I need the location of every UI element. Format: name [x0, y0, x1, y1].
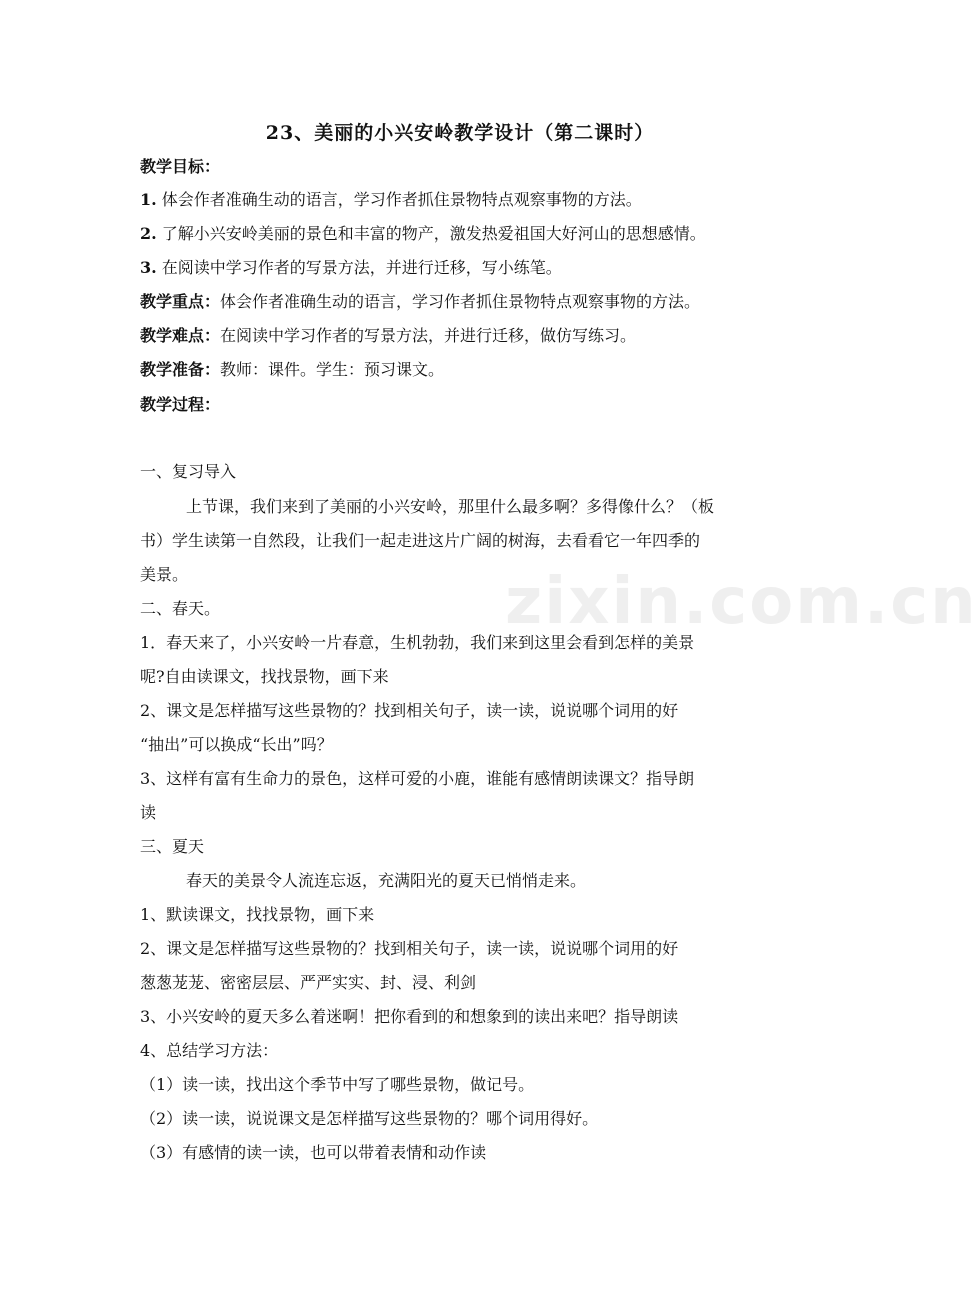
paragraph-line: 4、总结学习方法： [140, 1041, 279, 1060]
difficulty [140, 325, 636, 347]
paragraph-line: 美景。 [140, 565, 189, 584]
section-heading-summer: 三、夏天 [140, 837, 205, 856]
key-point [140, 291, 700, 313]
paragraph-line: 3、这样有富有生命力的景色，这样可爱的小鹿，谁能有感情朗读课文？指导朗 [140, 769, 695, 788]
watermark: zixin.com.cn [505, 565, 978, 639]
method-item: （3）有感情的读一读，也可以带着表情和动作读 [140, 1143, 487, 1162]
document-title: 23、美丽的小兴安岭教学设计（第二课时） [265, 122, 655, 144]
paragraph-line: 1．春天来了，小兴安岭一片春意，生机勃勃，我们来到这里会看到怎样的美景 [140, 633, 695, 652]
paragraph-line: 春天的美景令人流连忘返，充满阳光的夏天已悄悄走来。 [186, 871, 587, 890]
objective-number: 1. [140, 190, 157, 209]
key-point-label: 教学重点： [140, 292, 221, 311]
section-heading-review: 一、复习导入 [140, 462, 237, 481]
objective-item-2 [140, 223, 706, 245]
paragraph-line: 书）学生读第一自然段，让我们一起走进这片广阔的树海，去看看它一年四季的 [140, 531, 701, 550]
process-heading: 教学过程： [140, 395, 221, 414]
objective-text: 了解小兴安岭美丽的景色和丰富的物产，激发热爱祖国大好河山的思想感情。 [156, 224, 706, 243]
preparation [140, 359, 444, 381]
objective-item-1 [140, 189, 642, 211]
paragraph-line: 2、课文是怎样描写这些景物的？找到相关句子，读一读，说说哪个词用的好 [140, 939, 679, 958]
objective-number: 2. [140, 224, 157, 243]
paragraph-line: 3、小兴安岭的夏天多么着迷啊！把你看到的和想象到的读出来吧？指导朗读 [140, 1007, 679, 1026]
preparation-label: 教学准备： [140, 360, 221, 379]
difficulty-label: 教学难点： [140, 326, 221, 345]
paragraph-line: 2、课文是怎样描写这些景物的？找到相关句子，读一读，说说哪个词用的好 [140, 701, 679, 720]
preparation-text: 教师：课件。学生：预习课文。 [220, 360, 445, 379]
objective-number: 3. [140, 258, 157, 277]
paragraph-line: “抽出”可以换成“长出”吗？ [140, 735, 333, 754]
key-point-text: 体会作者准确生动的语言，学习作者抓住景物特点观察事物的方法。 [220, 292, 701, 311]
objective-item-3 [140, 257, 562, 279]
objective-text: 体会作者准确生动的语言，学习作者抓住景物特点观察事物的方法。 [156, 190, 642, 209]
method-item: （1）读一读，找出这个季节中写了哪些景物，做记号。 [140, 1075, 535, 1094]
paragraph-line: 1、默读课文，找找景物，画下来 [140, 905, 375, 924]
objectives-heading: 教学目标： [140, 157, 221, 176]
difficulty-text: 在阅读中学习作者的写景方法，并进行迁移，做仿写练习。 [220, 326, 637, 345]
section-heading-spring: 二、春天。 [140, 599, 221, 618]
method-item: （2）读一读，说说课文是怎样描写这些景物的？哪个词用得好。 [140, 1109, 599, 1128]
paragraph-line: 上节课，我们来到了美丽的小兴安岭，那里什么最多啊？多得像什么？（板 [186, 497, 715, 516]
paragraph-line: 呢?自由读课文，找找景物，画下来 [140, 667, 389, 686]
objective-text: 在阅读中学习作者的写景方法，并进行迁移，写小练笔。 [156, 258, 562, 277]
paragraph-line: 葱葱茏茏、密密层层、严严实实、封、浸、利剑 [140, 973, 477, 992]
paragraph-line: 读 [140, 803, 157, 822]
